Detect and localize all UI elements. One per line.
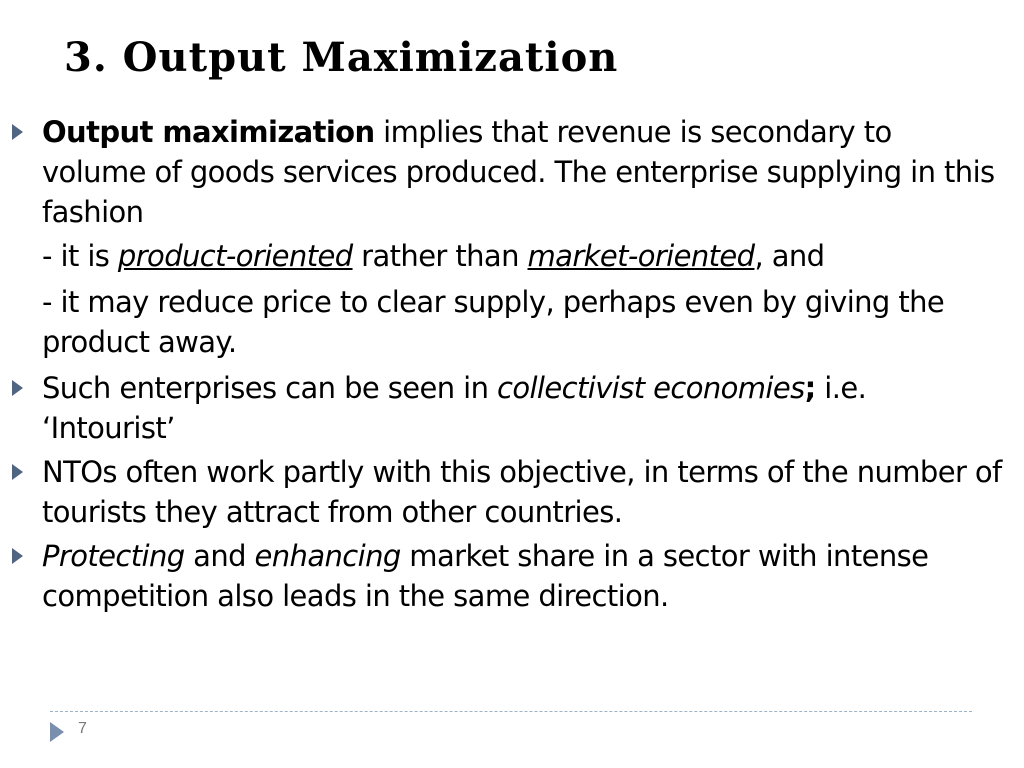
bullet-market-share [0,536,1024,616]
bullet-arrow-icon [12,548,23,564]
sub-point-prefix: - it is [42,239,118,273]
sub-point-mid: rather than [352,239,528,273]
bullet-arrow-icon [12,124,23,140]
footer-arrow-icon [50,722,64,742]
bullet-arrow-icon [12,380,23,396]
page-number: 7 [78,720,87,737]
bullet-semicolon: ; [804,371,816,405]
bullet-text: NTOs often work partly with this objective, in terms of the number of tourists they attract from other countries. [42,455,1002,529]
bullet-output-maximization [0,112,1024,232]
slide-title: 3. Output Maximization [64,34,619,81]
protecting-term: Protecting [42,539,185,573]
bullet-suffix: i.e. [815,371,867,405]
sub-point-product-oriented [0,236,1024,276]
bullet-collectivist [0,368,1024,448]
bullet-arrow-icon [12,464,23,480]
sub-point-text: - it may reduce price to clear supply, perhaps even by giving the product away. [42,285,945,359]
slide-content [0,112,1024,620]
bullet-prefix: Such enterprises can be seen in [42,371,497,405]
intourist-quote: ‘Intourist’ [42,411,175,445]
enhancing-term: enhancing [254,539,401,573]
bullet-text: implies that revenue is secondary to volume of goods services produced. The enterprise supplying in this fashion [42,115,995,229]
bullet-mid: and [184,539,255,573]
product-oriented-term: product-oriented [117,239,353,273]
market-oriented-term: market-oriented [527,239,755,273]
bullet-text: market share in a sector with intense competition also leads in the same direction. [42,539,929,613]
bullet-term: Output maximization [42,115,375,149]
bullet-ntos [0,452,1024,532]
footer-divider [50,711,972,712]
sub-point-reduce-price [0,282,1024,362]
collectivist-economies-term: collectivist economies [496,371,805,405]
sub-point-suffix: , and [754,239,825,273]
